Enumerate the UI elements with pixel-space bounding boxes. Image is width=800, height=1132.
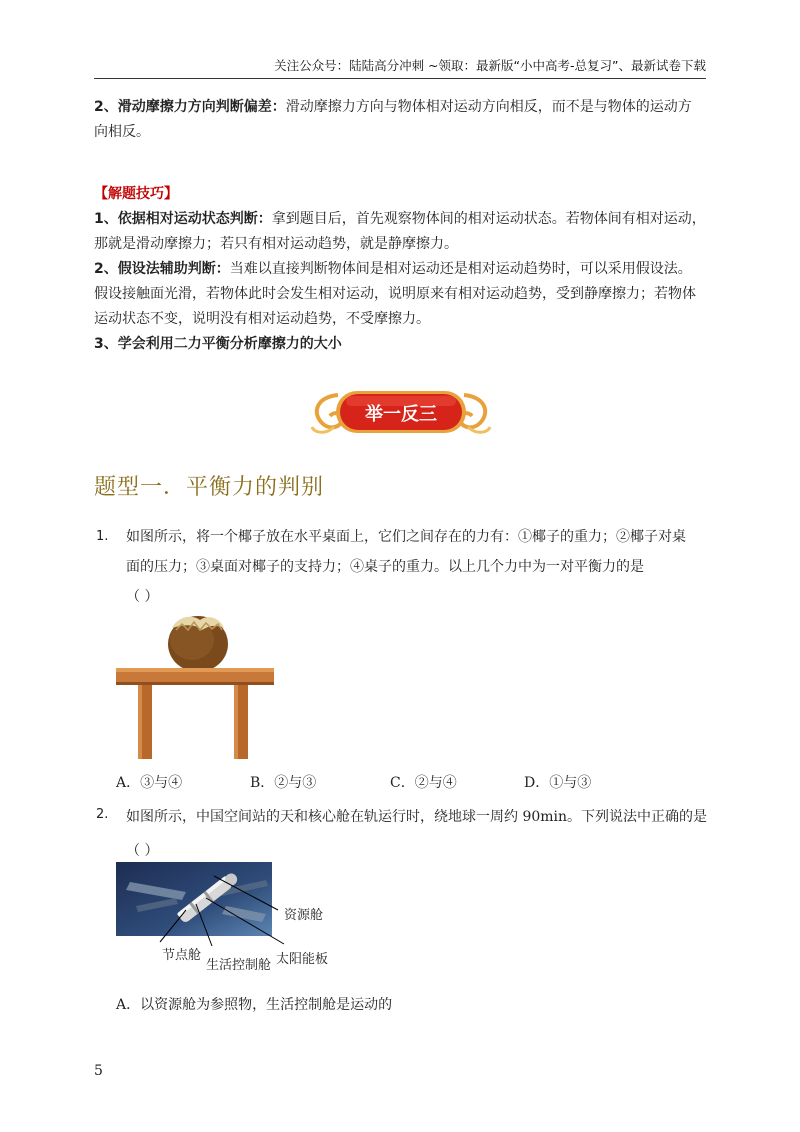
tip-2-text-2: 假设接触面光滑，若物体此时会发生相对运动，说明原来有相对运动趋势，受到静摩擦力；若物体 <box>94 286 696 302</box>
q1-option-b[interactable]: B．②与③ <box>250 775 317 791</box>
header-divider <box>94 78 706 79</box>
q2-line-1: 如图所示，中国空间站的天和核心舱在轨运行时，绕地球一周约 90min。下列说法中正确的是 <box>126 809 708 825</box>
tip-1-text-1: 拿到题目后，首先观察物体间的相对运动状态。若物体间有相对运动， <box>271 211 706 227</box>
q1-blank: （ ） <box>126 589 159 605</box>
tips-heading: 【解题技巧】 <box>94 186 178 202</box>
tip-1 <box>94 207 706 257</box>
misconception-2 <box>94 95 706 145</box>
q2-stem <box>126 800 726 868</box>
coconut-table-illustration <box>112 612 282 762</box>
tip-1-text-2: 那就是滑动摩擦力；若只有相对运动趋势，就是静摩擦力。 <box>94 236 458 252</box>
label-life: 生活控制舱 <box>206 958 272 973</box>
q1-option-c[interactable]: C．②与④ <box>390 775 457 791</box>
q2-number: 2. <box>96 807 109 822</box>
tip-3-title: 3、学会利用二力平衡分析摩擦力的大小 <box>94 336 342 352</box>
label-node: 节点舱 <box>162 948 202 963</box>
banner-text: 举一反三 <box>365 404 437 425</box>
misconception-2-text-1: 滑动摩擦力方向与物体相对运动方向相反，而不是与物体的运动方 <box>285 99 692 115</box>
q2-blank: （ ） <box>126 843 159 859</box>
q1-number: 1. <box>96 529 109 544</box>
q2-option-a[interactable]: A．以资源舱为参照物，生活控制舱是运动的 <box>116 997 393 1013</box>
page-number: 5 <box>94 1063 103 1079</box>
label-solar: 太阳能板 <box>276 952 329 967</box>
tip-2-text-3: 运动状态不变，说明没有相对运动趋势，不受摩擦力。 <box>94 311 430 327</box>
misconception-2-title: 2、滑动摩擦力方向判断偏差： <box>94 99 286 115</box>
q1-stem <box>126 522 716 612</box>
tip-2 <box>94 257 706 332</box>
tip-2-title: 2、假设法辅助判断： <box>94 261 230 277</box>
page-header: 关注公众号：陆陆高分冲刺 ~领取：最新版“小中高考-总复习”、最新试卷下载 <box>274 58 706 73</box>
q1-option-d[interactable]: D．①与③ <box>524 775 592 791</box>
tip-2-text-1: 当难以直接判断物体间是相对运动还是相对运动趋势时，可以采用假设法。 <box>229 261 692 277</box>
tip-1-title: 1、依据相对运动状态判断： <box>94 211 272 227</box>
q1-option-a[interactable]: A．③与④ <box>116 775 183 791</box>
q1-options <box>116 772 676 794</box>
misconception-2-text-2: 向相反。 <box>94 124 150 140</box>
tip-3 <box>94 332 706 357</box>
section-title: 题型一．平衡力的判别 <box>94 475 325 500</box>
section-banner <box>308 383 494 441</box>
q1-line-1: 如图所示，将一个椰子放在水平桌面上，它们之间存在的力有：①椰子的重力；②椰子对桌 <box>126 529 686 545</box>
label-resource: 资源舱 <box>284 908 324 923</box>
q1-line-2: 面的压力；③桌面对椰子的支持力；④桌子的重力。以上几个力中为一对平衡力的是 <box>126 559 644 575</box>
